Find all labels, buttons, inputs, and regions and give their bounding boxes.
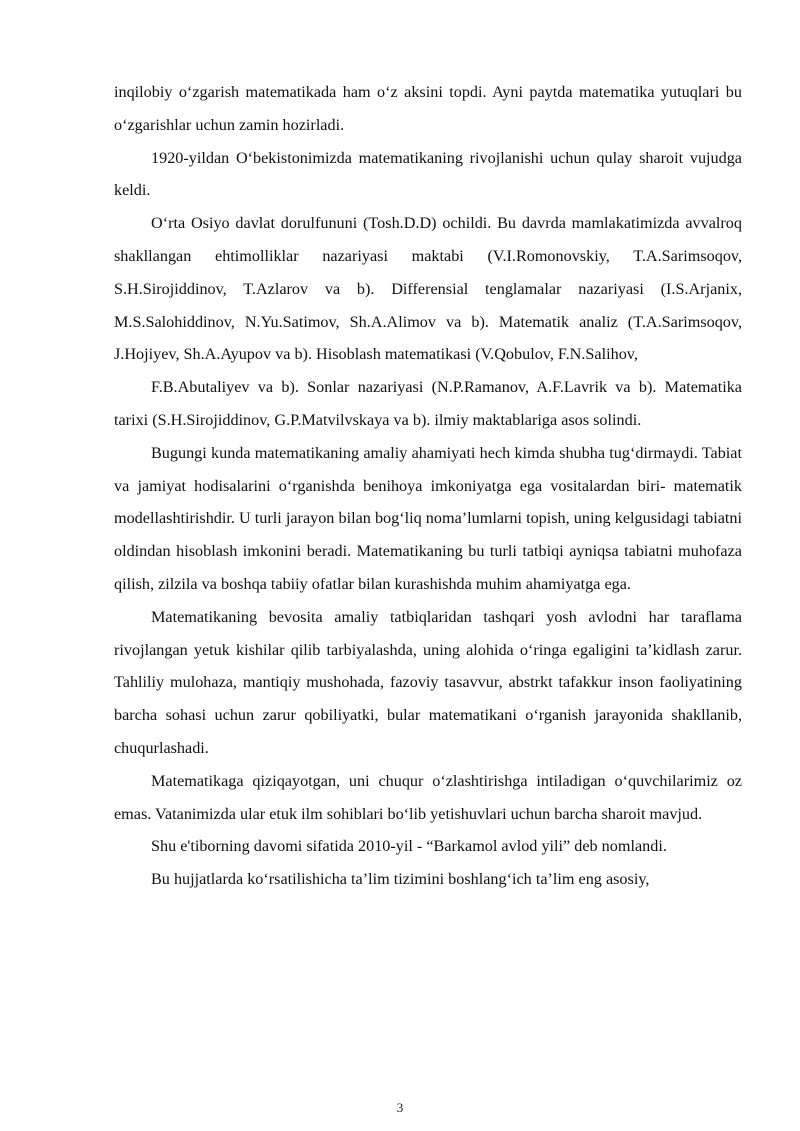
paragraph-6: Matematikaning bevosita amaliy tatbiqlaridan tashqari yosh avlodni har taraflama rivojlangan yetuk kishilar qilib tarbiyalashda, uning alohida o‘ringa egaligini ta’kidlash zarur. Tahliliy mulohaza, mantiqiy mushohada, fazoviy tasavvur, abstrkt tafakkur inson faoliyatining barcha sohasi uchun zarur qobiliyatki, bular matematikani o‘rganish jarayonida shakllanib, chuqurlashadi.	[114, 607, 742, 757]
document-page	[114, 76, 742, 896]
page-number: 3	[396, 1100, 404, 1115]
paragraph-9: Bu hujjatlarda ko‘rsatilishicha ta’lim tizimini boshlang‘ich ta’lim eng asosiy,	[151, 870, 650, 889]
paragraph-4: F.B.Abutaliyev va b). Sonlar nazariyasi (N.P.Ramanov, A.F.Lavrik va b). Matematika tarixi (S.H.Sirojiddinov, G.P.Matvilvskaya va b). ilmiy maktablariga asos solindi.	[114, 378, 742, 429]
paragraph-2: 1920-yildan O‘bekistonimizda matematikaning rivojlanishi uchun qulay sharoit vujudga keldi.	[114, 148, 742, 200]
paragraph-3: O‘rta Osiyo davlat dorulfununi (Tosh.D.D) ochildi. Bu davrda mamlakatimizda avvalroq shakllangan ehtimolliklar nazariyasi maktabi (V.I.Romonovskiy, T.A.Sarimsoqov, S.H.Sirojiddinov, T.Azlarov va b). Differensial tenglamalar nazariyasi (I.S.Arjanix, M.S.Salohiddinov, N.Yu.Satimov, Sh.A.Alimov va b). Matematik analiz (T.A.Sarimsoqov, J.Hojiyev, Sh.A.Ayupov va b). Hisoblash matematikasi (V.Qobulov, F.N.Salihov,	[114, 214, 742, 364]
paragraph-8: Shu e'tiborning davomi sifatida 2010-yil - “Barkamol avlod yili” deb nomlandi.	[151, 837, 667, 856]
paragraph-1: inqilobiy o‘zgarish matematikada ham o‘z aksini topdi. Ayni paytda matematika yutuqlari bu o‘zgarishlar uchun zamin hozirladi.	[114, 83, 742, 134]
paragraph-5: Bugungi kunda matematikaning amaliy ahamiyati hech kimda shubha tug‘dirmaydi. Tabiat va jamiyat hodisalarini o‘rganishda benihoya imkoniyatga ega vositalardan biri- matematik modellashtirishdir. U turli jarayon bilan bog‘liq noma’lumlarni topish, uning kelgusidagi tabiatni oldindan hisoblash imkonini beradi. Matematikaning bu turli tatbiqi ayniqsa tabiatni muhofaza qilish, zilzila va boshqa tabiiy ofatlar bilan kurashishda muhim ahamiyatga ega.	[114, 443, 742, 593]
paragraph-7: Matematikaga qiziqayotgan, uni chuqur o‘zlashtirishga intiladigan o‘quvchilarimiz oz emas. Vatanimizda ular etuk ilm sohiblari bo‘lib yetishuvlari uchun barcha sharoit mavjud.	[114, 771, 742, 823]
